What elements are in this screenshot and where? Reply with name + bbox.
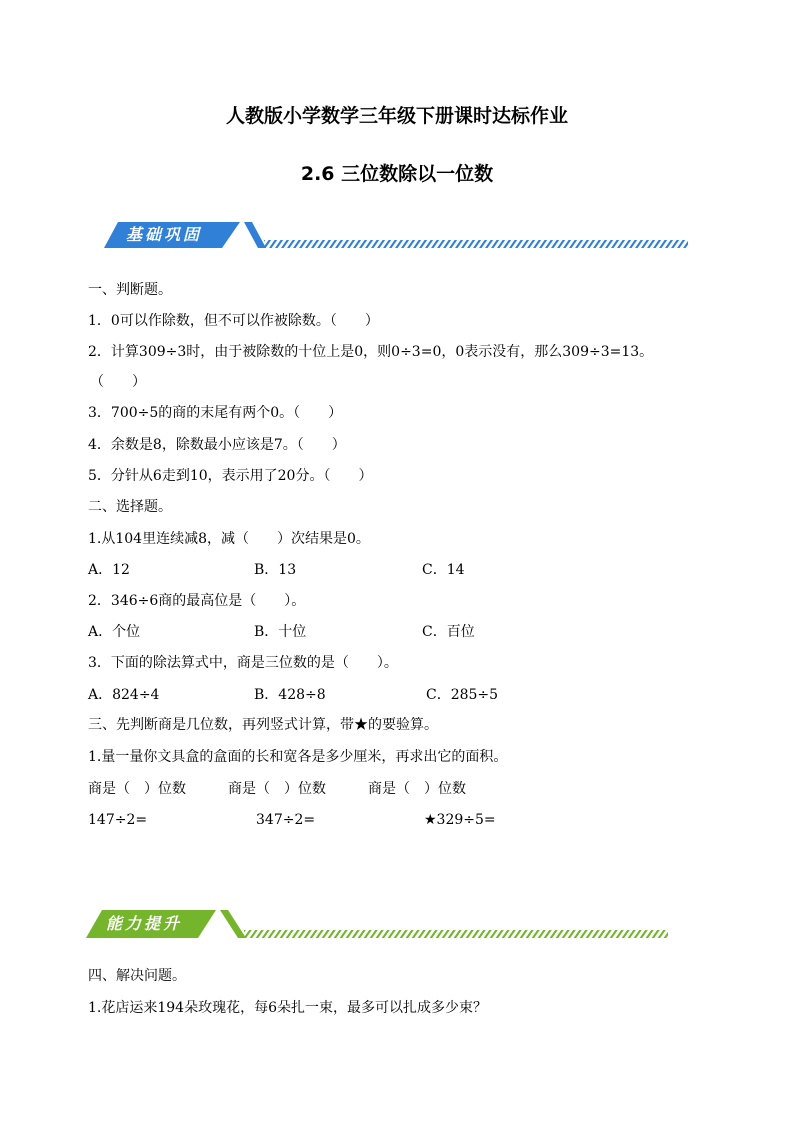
lesson-title: 2.6 三位数除以一位数 — [300, 163, 494, 185]
part4-heading: 四、解决问题。 — [88, 968, 186, 984]
choice-question-2: 2．346÷6商的最高位是（ ）。 — [88, 593, 306, 609]
section-banner-ability — [86, 906, 670, 942]
judge-item-2: 2．计算309÷3时，由于被除数的十位上是0，则0÷3=0，0表示没有，那么309÷3=13。 — [88, 344, 654, 360]
choice-1-option-b: B．13 — [254, 562, 297, 578]
judge-item-3: 3．700÷5的商的末尾有两个0。（ ） — [88, 405, 343, 421]
word-problem-1: 1.花店运来194朵玫瑰花，每6朵扎一束，最多可以扎成多少束？ — [88, 1000, 487, 1016]
choice-2-option-a: A．个位 — [88, 624, 141, 640]
section-banner-basic — [104, 218, 688, 252]
banner-label-ability: 能力提升 — [106, 913, 183, 933]
choice-2-option-c: C．百位 — [422, 624, 475, 640]
measure-question: 1.量一量你文具盒的盒面的长和宽各是多少厘米，再求出它的面积。 — [88, 749, 508, 765]
judge-item-1: 1．0可以作除数，但不可以作被除数。（ ） — [88, 313, 379, 329]
choice-3-option-b: B．428÷8 — [254, 687, 326, 703]
banner-label-basic: 基础巩固 — [126, 224, 203, 244]
part2-heading: 二、选择题。 — [88, 499, 172, 515]
choice-2-option-b: B．十位 — [254, 624, 307, 640]
expression-1: 147÷2= — [88, 812, 148, 828]
choice-1-option-c: C．14 — [422, 562, 465, 578]
choice-3-option-c: C．285÷5 — [426, 687, 499, 703]
choice-question-3: 3．下面的除法算式中，商是三位数的是（ ）。 — [88, 655, 398, 671]
choice-1-option-a: A．12 — [88, 562, 130, 578]
expression-2: 347÷2= — [256, 812, 316, 828]
judge-item-2-answer: （ ） — [90, 374, 146, 390]
choice-question-1: 1.从104里连续减8，减（ ）次结果是0。 — [88, 531, 370, 547]
judge-item-4: 4．余数是8，除数最小应该是7。（ ） — [88, 437, 346, 453]
part3-heading: 三、先判断商是几位数，再列竖式计算，带★的要验算。 — [88, 717, 438, 733]
expression-3: ★329÷5= — [424, 812, 496, 828]
judge-item-5: 5．分针从6走到10，表示用了20分。（ ） — [88, 468, 373, 484]
quotient-label-2: 商是（ ）位数 — [228, 781, 326, 797]
quotient-label-1: 商是（ ）位数 — [88, 781, 186, 797]
quotient-label-3: 商是（ ）位数 — [368, 781, 466, 797]
part1-heading: 一、判断题。 — [88, 282, 172, 298]
choice-3-option-a: A．824÷4 — [88, 687, 160, 703]
page-title: 人教版小学数学三年级下册课时达标作业 — [225, 105, 568, 127]
